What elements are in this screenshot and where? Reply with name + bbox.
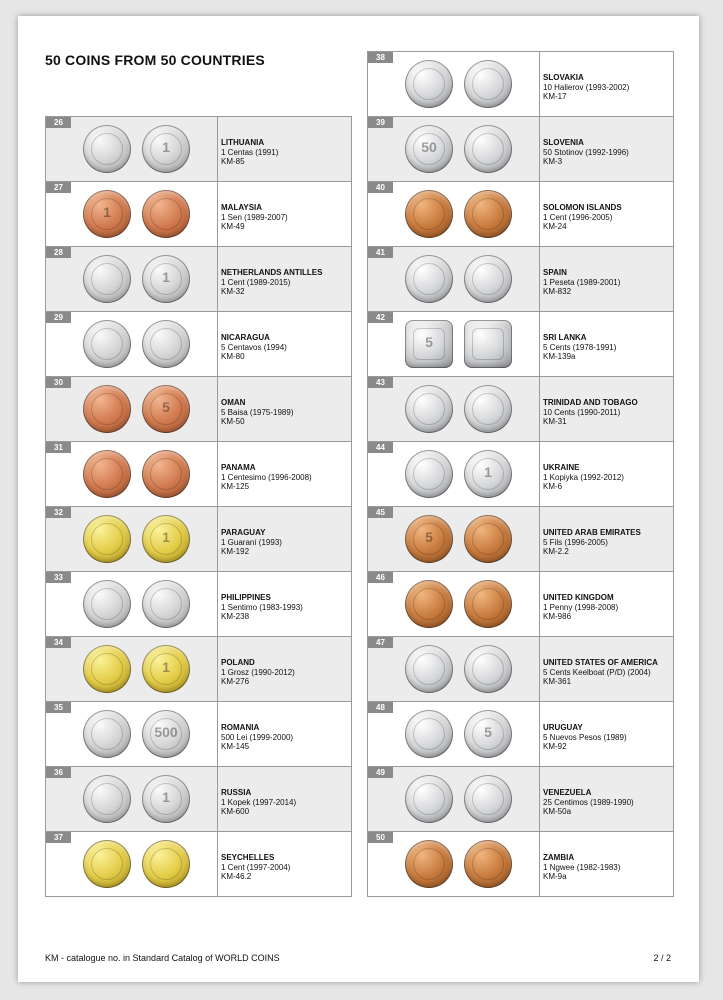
- coin-images: [81, 710, 213, 760]
- coin-info: [221, 203, 347, 232]
- coin-entry: [368, 831, 673, 896]
- column-divider: [539, 52, 540, 116]
- coin-info: [543, 723, 669, 752]
- catalog-number: KM-145: [221, 742, 250, 751]
- coin-info: [221, 463, 347, 492]
- coin-denomination: 1 Kopiyka (1992-2012): [543, 472, 624, 482]
- entry-number-badge: 28: [46, 247, 71, 258]
- coin-denomination: 1 Centesimo (1996-2008): [221, 472, 312, 482]
- portrait-icon: [142, 320, 190, 368]
- coat-of-arms-icon: [83, 710, 131, 758]
- soldier-icon: [83, 515, 131, 563]
- food-bowl-icon: [464, 190, 512, 238]
- catalog-number: KM-276: [221, 677, 250, 686]
- column-divider: [217, 572, 218, 636]
- country-name: VENEZUELA: [543, 788, 592, 797]
- urraca-portrait-icon: [142, 450, 190, 498]
- entry-number-badge: 38: [368, 52, 393, 63]
- numeral-1-icon: 1: [142, 255, 190, 303]
- entry-number-badge: 29: [46, 312, 71, 323]
- coin-denomination: 1 Kopek (1997-2014): [221, 797, 297, 807]
- coin-denomination: 5 Baisa (1975-1989): [221, 407, 294, 417]
- coin-info: [221, 398, 347, 427]
- numeral-5-icon: 5: [464, 710, 512, 758]
- country-name: TRINIDAD AND TOBAGO: [543, 398, 638, 407]
- coin-images: [403, 710, 535, 760]
- shield-icon: [405, 60, 453, 108]
- page-title: 50 COINS FROM 50 COUNTRIES: [45, 52, 265, 68]
- country-name: URUGUAY: [543, 723, 583, 732]
- coin-denomination: 10 Halierov (1993-2002): [543, 82, 630, 92]
- country-name: ROMANIA: [221, 723, 260, 732]
- entry-number-badge: 46: [368, 572, 393, 583]
- column-divider: [539, 377, 540, 441]
- coin-info: [221, 788, 347, 817]
- coin-entry: [368, 246, 673, 311]
- coin-denomination: 1 Sen (1989-2007): [221, 212, 288, 222]
- country-name: UNITED KINGDOM: [543, 593, 614, 602]
- column-divider: [217, 442, 218, 506]
- country-name: UNITED ARAB EMIRATES: [543, 528, 641, 537]
- coin-entry: [46, 506, 351, 571]
- coin-info: [221, 138, 347, 167]
- coin-entry: [46, 246, 351, 311]
- entry-number-badge: 27: [46, 182, 71, 193]
- country-name: SPAIN: [543, 268, 567, 277]
- coin-entry: [46, 831, 351, 896]
- coin-images: [403, 450, 535, 500]
- bolivar-portrait-icon: [464, 775, 512, 823]
- catalog-number: KM-32: [221, 287, 245, 296]
- entry-number-badge: 42: [368, 312, 393, 323]
- column-divider: [539, 117, 540, 181]
- drum-icon: [142, 190, 190, 238]
- fish-icon: [464, 515, 512, 563]
- khanjar-emblem-icon: [83, 385, 131, 433]
- coin-info: [221, 723, 347, 752]
- catalog-number: KM-80: [221, 352, 245, 361]
- numeral-1-icon: 1: [83, 190, 131, 238]
- eagle-emblem-icon: [405, 840, 453, 888]
- catalog-number: KM-17: [543, 92, 567, 101]
- coin-images: [81, 125, 213, 175]
- coin-images: [403, 775, 535, 825]
- coin-images: [403, 385, 535, 435]
- column-divider: [539, 312, 540, 376]
- entry-number-badge: 36: [46, 767, 71, 778]
- coin-images: [81, 385, 213, 435]
- catalog-number: KM-50: [221, 417, 245, 426]
- column-divider: [539, 767, 540, 831]
- column-divider: [217, 702, 218, 766]
- column-divider: [539, 182, 540, 246]
- coin-images: [81, 320, 213, 370]
- column-divider: [539, 507, 540, 571]
- entry-number-badge: 37: [46, 832, 71, 843]
- catalog-page: [18, 16, 699, 982]
- entry-number-badge: 26: [46, 117, 71, 128]
- numeral-500-icon: 500: [142, 710, 190, 758]
- coin-info: [221, 268, 347, 297]
- crab-icon: [142, 840, 190, 888]
- coin-entry: [46, 116, 351, 181]
- coin-info: [221, 658, 347, 687]
- country-name: NETHERLANDS ANTILLES: [221, 268, 323, 277]
- coin-images: [403, 515, 535, 565]
- entry-number-badge: 45: [368, 507, 393, 518]
- coin-info: [221, 333, 347, 362]
- entry-number-badge: 31: [46, 442, 71, 453]
- numeral-5-arabic-icon: 5: [142, 385, 190, 433]
- coin-denomination: 1 Cent (1989-2015): [221, 277, 291, 287]
- column-divider: [217, 767, 218, 831]
- jefferson-portrait-icon: [405, 645, 453, 693]
- catalog-number: KM-49: [221, 222, 245, 231]
- column-divider: [217, 507, 218, 571]
- coin-entry: [368, 506, 673, 571]
- entry-number-badge: 41: [368, 247, 393, 258]
- coin-images: [81, 645, 213, 695]
- entry-number-badge: 30: [46, 377, 71, 388]
- country-name: MALAYSIA: [221, 203, 263, 212]
- coin-entry: [46, 766, 351, 831]
- entry-number-badge: 32: [46, 507, 71, 518]
- numeral-1-icon: 1: [142, 645, 190, 693]
- shield-icon: [464, 255, 512, 303]
- coin-info: [543, 268, 669, 297]
- coin-entry: [46, 311, 351, 376]
- column-divider: [539, 442, 540, 506]
- entry-number-badge: 40: [368, 182, 393, 193]
- footer-note: KM - catalogue no. in Standard Catalog of WORLD COINS: [45, 953, 280, 963]
- catalog-number: KM-6: [543, 482, 563, 491]
- text-legend-icon: [83, 450, 131, 498]
- coin-entry: [368, 701, 673, 766]
- entry-number-badge: 39: [368, 117, 393, 128]
- coin-entry: [46, 441, 351, 506]
- coin-info: [543, 333, 669, 362]
- column-divider: [539, 247, 540, 311]
- coin-info: [543, 593, 669, 622]
- coin-images: [81, 255, 213, 305]
- coin-denomination: 1 Cent (1996-2005): [543, 212, 613, 222]
- catalog-number: KM-832: [543, 287, 572, 296]
- country-name: SOLOMON ISLANDS: [543, 203, 622, 212]
- coin-entry: [368, 571, 673, 636]
- coin-denomination: 1 Cent (1997-2004): [221, 862, 291, 872]
- queen-portrait-icon: [405, 580, 453, 628]
- coin-denomination: 1 Centas (1991): [221, 147, 279, 157]
- catalog-number: KM-192: [221, 547, 250, 556]
- column-divider: [217, 832, 218, 896]
- entry-number-badge: 34: [46, 637, 71, 648]
- coin-images: [403, 255, 535, 305]
- coin-entry: [46, 571, 351, 636]
- triangle-emblem-icon: [83, 320, 131, 368]
- coin-denomination: 1 Sentimo (1983-1993): [221, 602, 303, 612]
- numeral-5-icon: 5: [405, 320, 453, 368]
- cross-tower-icon: [464, 60, 512, 108]
- aardvark-icon: [464, 840, 512, 888]
- king-portrait-icon: [405, 255, 453, 303]
- coin-info: [543, 138, 669, 167]
- catalog-number: KM-986: [543, 612, 572, 621]
- country-name: SLOVAKIA: [543, 73, 584, 82]
- coin-denomination: 5 Cents (1978-1991): [543, 342, 617, 352]
- column-divider: [539, 637, 540, 701]
- coin-images: [81, 450, 213, 500]
- country-name: UNITED STATES OF AMERICA: [543, 658, 658, 667]
- catalog-number: KM-9a: [543, 872, 567, 881]
- bee-icon: [464, 125, 512, 173]
- coin-info: [543, 398, 669, 427]
- country-name: NICARAGUA: [221, 333, 270, 342]
- entry-number-badge: 35: [46, 702, 71, 713]
- entry-number-badge: 47: [368, 637, 393, 648]
- coin-images: [81, 580, 213, 630]
- coin-denomination: 1 Guaraní (1993): [221, 537, 282, 547]
- coin-info: [543, 463, 669, 492]
- coin-images: [403, 320, 535, 370]
- column-divider: [217, 247, 218, 311]
- entry-number-badge: 49: [368, 767, 393, 778]
- coin-denomination: 5 Nuevos Pesos (1989): [543, 732, 627, 742]
- st-george-icon: [83, 775, 131, 823]
- emblem-icon: [464, 320, 512, 368]
- entry-number-badge: 43: [368, 377, 393, 388]
- catalog-number: KM-50a: [543, 807, 572, 816]
- coin-entry: [46, 376, 351, 441]
- catalog-number: KM-238: [221, 612, 250, 621]
- right-column: [367, 51, 674, 897]
- country-name: PARAGUAY: [221, 528, 266, 537]
- coin-entry: [368, 441, 673, 506]
- coin-denomination: 5 Fils (1996-2005): [543, 537, 608, 547]
- coin-entry: [368, 636, 673, 701]
- column-divider: [539, 702, 540, 766]
- left-column: [45, 116, 352, 897]
- numeral-50-icon: 50: [405, 125, 453, 173]
- coin-info: [543, 73, 669, 102]
- coin-info: [543, 203, 669, 232]
- catalog-number: KM-24: [543, 222, 567, 231]
- coin-images: [81, 190, 213, 240]
- coin-denomination: 5 Cents Keelboat (P/D) (2004): [543, 667, 651, 677]
- keelboat-icon: [464, 645, 512, 693]
- catalog-number: KM-361: [543, 677, 572, 686]
- column-divider: [217, 312, 218, 376]
- catalog-number: KM-125: [221, 482, 250, 491]
- catalog-number: KM-600: [221, 807, 250, 816]
- coin-entry: [368, 51, 673, 116]
- coin-images: [403, 190, 535, 240]
- coin-info: [221, 853, 347, 882]
- coin-denomination: 5 Centavos (1994): [221, 342, 287, 352]
- entry-number-badge: 44: [368, 442, 393, 453]
- numeral-1-icon: 1: [142, 515, 190, 563]
- coin-denomination: 1 Ngwee (1982-1983): [543, 862, 621, 872]
- column-divider: [217, 182, 218, 246]
- coin-denomination: 1 Grosz (1990-2012): [221, 667, 295, 677]
- coin-info: [221, 528, 347, 557]
- coin-images: [81, 840, 213, 890]
- coin-images: [403, 125, 535, 175]
- coin-images: [403, 840, 535, 890]
- country-name: UKRAINE: [543, 463, 580, 472]
- page-number: 2 / 2: [653, 953, 671, 963]
- butterfly-icon: [142, 580, 190, 628]
- knight-horseman-icon: [83, 125, 131, 173]
- flower-icon: [464, 385, 512, 433]
- catalog-number: KM-2.2: [543, 547, 569, 556]
- country-name: RUSSIA: [221, 788, 252, 797]
- column-divider: [217, 377, 218, 441]
- eagle-emblem-icon: [83, 645, 131, 693]
- country-name: SEYCHELLES: [221, 853, 275, 862]
- entry-number-badge: 48: [368, 702, 393, 713]
- country-name: PANAMA: [221, 463, 256, 472]
- coin-info: [543, 528, 669, 557]
- country-name: PHILIPPINES: [221, 593, 271, 602]
- coin-entry: [368, 311, 673, 376]
- coin-info: [221, 593, 347, 622]
- numeral-1-icon: 1: [464, 450, 512, 498]
- coin-info: [543, 853, 669, 882]
- column-divider: [539, 572, 540, 636]
- coat-of-arms-icon: [405, 775, 453, 823]
- coin-info: [543, 658, 669, 687]
- catalog-number: KM-85: [221, 157, 245, 166]
- catalog-number: KM-46.2: [221, 872, 252, 881]
- coin-info: [543, 788, 669, 817]
- column-divider: [539, 832, 540, 896]
- trident-icon: [405, 450, 453, 498]
- coin-denomination: 25 Centimos (1989-1990): [543, 797, 634, 807]
- country-name: POLAND: [221, 658, 255, 667]
- coin-entry: [368, 116, 673, 181]
- orange-blossom-icon: [83, 255, 131, 303]
- coat-of-arms-icon: [405, 385, 453, 433]
- catalog-number: KM-92: [543, 742, 567, 751]
- coin-images: [403, 645, 535, 695]
- catalog-number: KM-31: [543, 417, 567, 426]
- coin-entry: [46, 636, 351, 701]
- coin-entry: [368, 376, 673, 441]
- catalog-number: KM-3: [543, 157, 563, 166]
- coin-images: [403, 580, 535, 630]
- coin-entry: [368, 766, 673, 831]
- queen-portrait-icon: [405, 190, 453, 238]
- country-name: OMAN: [221, 398, 246, 407]
- coin-images: [81, 775, 213, 825]
- coin-entry: [368, 181, 673, 246]
- country-name: SRI LANKA: [543, 333, 587, 342]
- portcullis-icon: [464, 580, 512, 628]
- coin-denomination: 10 Cents (1990-2011): [543, 407, 621, 417]
- eagle-head-icon: [83, 580, 131, 628]
- coin-denomination: 50 Stotinov (1992-1996): [543, 147, 629, 157]
- column-divider: [217, 117, 218, 181]
- numeral-1-icon: 1: [142, 125, 190, 173]
- catalog-number: KM-139a: [543, 352, 576, 361]
- coin-denomination: 1 Peseta (1989-2001): [543, 277, 621, 287]
- country-name: ZAMBIA: [543, 853, 575, 862]
- entry-number-badge: 50: [368, 832, 393, 843]
- column-divider: [217, 637, 218, 701]
- coin-denomination: 500 Lei (1999-2000): [221, 732, 294, 742]
- coin-entry: [46, 701, 351, 766]
- country-name: SLOVENIA: [543, 138, 584, 147]
- coat-of-arms-icon: [83, 840, 131, 888]
- coin-images: [81, 515, 213, 565]
- coin-entry: [46, 181, 351, 246]
- entry-number-badge: 33: [46, 572, 71, 583]
- numeral-1-icon: 1: [142, 775, 190, 823]
- numeral-5-arabic-icon: 5: [405, 515, 453, 563]
- coin-denomination: 1 Penny (1998-2008): [543, 602, 619, 612]
- coin-images: [403, 60, 535, 110]
- country-name: LITHUANIA: [221, 138, 265, 147]
- sun-icon: [405, 710, 453, 758]
